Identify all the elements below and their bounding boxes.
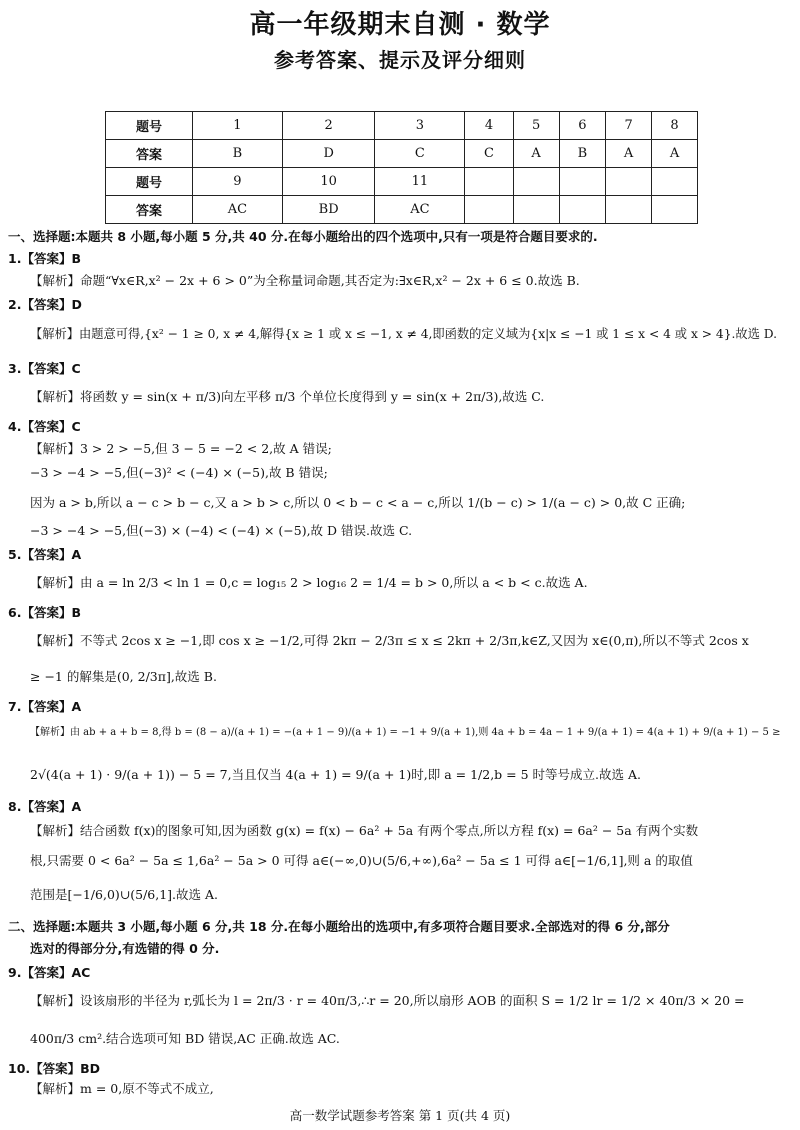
table-cell: D [282, 140, 375, 168]
table-cell [559, 168, 606, 196]
table-cell: C [465, 140, 513, 168]
table-cell: A [652, 140, 698, 168]
solution-line: 【解析】设该扇形的半径为 r,弧长为 l = 2π/3 · r = 40π/3,∴r = 20,所以扇形 AOB 的面积 S = 1/2 lr = 1/2 × 40π/3 × 20 = [30, 993, 745, 1008]
answer-label: 2.【答案】D [8, 297, 82, 312]
solution-line: 因为 a > b,所以 a − c > b − c,又 a > b > c,所以 0 < b − c < a − c,所以 1/(b − c) > 1/(a − c) > 0,故 C 正确; [30, 495, 686, 510]
table-row [106, 112, 698, 140]
table-cell [606, 168, 652, 196]
table-cell: 8 [652, 112, 698, 140]
table-cell: B [193, 140, 283, 168]
table-cell: BD [282, 196, 375, 224]
solution-line: 2√(4(a + 1) · 9/(a + 1)) − 5 = 7,当且仅当 4(a + 1) = 9/(a + 1)时,即 a = 1/2,b = 5 时等号成立.故选 A. [30, 767, 641, 782]
table-cell: A [606, 140, 652, 168]
solution-line: 【解析】命题“∀x∈R,x² − 2x + 6 > 0”为全称量词命题,其否定为:∃x∈R,x² − 2x + 6 ≤ 0.故选 B. [30, 273, 580, 288]
table-cell [513, 196, 559, 224]
solution-line: 【解析】3 > 2 > −5,但 3 − 5 = −2 < 2,故 A 错误; [30, 441, 332, 456]
table-row [106, 168, 698, 196]
table-cell [465, 196, 513, 224]
solution-line: 范围是[−1/6,0)∪(5/6,1].故选 A. [30, 887, 218, 902]
solution-line: ≥ −1 的解集是(0, 2/3π],故选 B. [30, 669, 217, 684]
table-row [106, 140, 698, 168]
row-label: 题号 [106, 112, 193, 140]
table-cell: 3 [375, 112, 465, 140]
page-subtitle: 参考答案、提示及评分细则 [274, 48, 526, 72]
solution-line: 【解析】由题意可得,{x² − 1 ≥ 0, x ≠ 4,解得{x ≥ 1 或 x ≤ −1, x ≠ 4,即函数的定义域为{x|x ≤ −1 或 1 ≤ x < 4 或 x > 4}.故选 D. [30, 327, 778, 341]
table-row [106, 196, 698, 224]
solution-line: 【解析】不等式 2cos x ≥ −1,即 cos x ≥ −1/2,可得 2kπ − 2/3π ≤ x ≤ 2kπ + 2/3π,k∈Z,又因为 x∈(0,π),所以不等式 2cos x [30, 633, 749, 648]
row-label: 题号 [106, 168, 193, 196]
answer-table [105, 111, 698, 224]
table-cell: 1 [193, 112, 283, 140]
table-cell: 2 [282, 112, 375, 140]
answer-label: 4.【答案】C [8, 419, 81, 434]
table-cell [606, 196, 652, 224]
table-cell [652, 196, 698, 224]
table-cell: 7 [606, 112, 652, 140]
table-cell: 4 [465, 112, 513, 140]
section-heading: 一、选择题:本题共 8 小题,每小题 5 分,共 40 分.在每小题给出的四个选项中,只有一项是符合题目要求的. [8, 229, 598, 244]
solution-line: −3 > −4 > −5,但(−3)² < (−4) × (−5),故 B 错误; [30, 465, 328, 480]
solution-line: 400π/3 cm².结合选项可知 BD 错误,AC 正确.故选 AC. [30, 1031, 340, 1046]
answer-label: 1.【答案】B [8, 251, 81, 266]
solution-line: 【解析】结合函数 f(x)的图象可知,因为函数 g(x) = f(x) − 6a² + 5a 有两个零点,所以方程 f(x) = 6a² − 5a 有两个实数 [30, 823, 699, 838]
answer-label: 5.【答案】A [8, 547, 82, 562]
solution-line: 【解析】由 a = ln 2/3 < ln 1 = 0,c = log₁₅ 2 > log₁₆ 2 = 1/4 = b > 0,所以 a < b < c.故选 A. [30, 575, 588, 590]
table-cell: 10 [282, 168, 375, 196]
table-cell: C [375, 140, 465, 168]
page-footer: 高一数学试题参考答案 第 1 页(共 4 页) [289, 1108, 511, 1123]
row-label: 答案 [106, 196, 193, 224]
page-title: 高一年级期末自测 · 数学 [249, 10, 551, 40]
solution-line: −3 > −4 > −5,但(−3) × (−4) < (−4) × (−5),故 D 错误.故选 C. [30, 523, 413, 538]
table-cell: AC [193, 196, 283, 224]
answer-label: 6.【答案】B [8, 605, 81, 620]
section-heading: 选对的得部分分,有选错的得 0 分. [30, 941, 220, 956]
table-cell [513, 168, 559, 196]
solution-line: 【解析】将函数 y = sin(x + π/3)向左平移 π/3 个单位长度得到 y = sin(x + 2π/3),故选 C. [30, 389, 545, 404]
table-cell: 11 [375, 168, 465, 196]
row-label: 答案 [106, 140, 193, 168]
answer-label: 7.【答案】A [8, 699, 82, 714]
section-heading: 二、选择题:本题共 3 小题,每小题 6 分,共 18 分.在每小题给出的选项中,有多项符合题目要求.全部选对的得 6 分,部分 [8, 919, 670, 934]
table-cell: 5 [513, 112, 559, 140]
answer-label: 3.【答案】C [8, 361, 81, 376]
table-cell [465, 168, 513, 196]
table-cell: A [513, 140, 559, 168]
table-cell [559, 196, 606, 224]
solution-line: 根,只需要 0 < 6a² − 5a ≤ 1,6a² − 5a > 0 可得 a∈(−∞,0)∪(5/6,+∞),6a² − 5a ≤ 1 可得 a∈[−1/6,1],则 a 的取值 [30, 853, 693, 868]
table-cell: 9 [193, 168, 283, 196]
table-cell: B [559, 140, 606, 168]
solution-line: 【解析】由 ab + a + b = 8,得 b = (8 − a)/(a + 1) = −(a + 1 − 9)/(a + 1) = −1 + 9/(a + 1),则 4a + b = 4a − 1 + 9/(a + 1) = 4(a + 1) + 9/(a + 1) − 5 ≥ [30, 727, 781, 738]
table-cell: AC [375, 196, 465, 224]
table-cell [652, 168, 698, 196]
solution-line: 【解析】m = 0,原不等式不成立, [30, 1081, 214, 1096]
answer-label: 8.【答案】A [8, 799, 82, 814]
answer-label: 9.【答案】AC [8, 965, 91, 980]
table-cell: 6 [559, 112, 606, 140]
answer-label: 10.【答案】BD [8, 1061, 101, 1076]
